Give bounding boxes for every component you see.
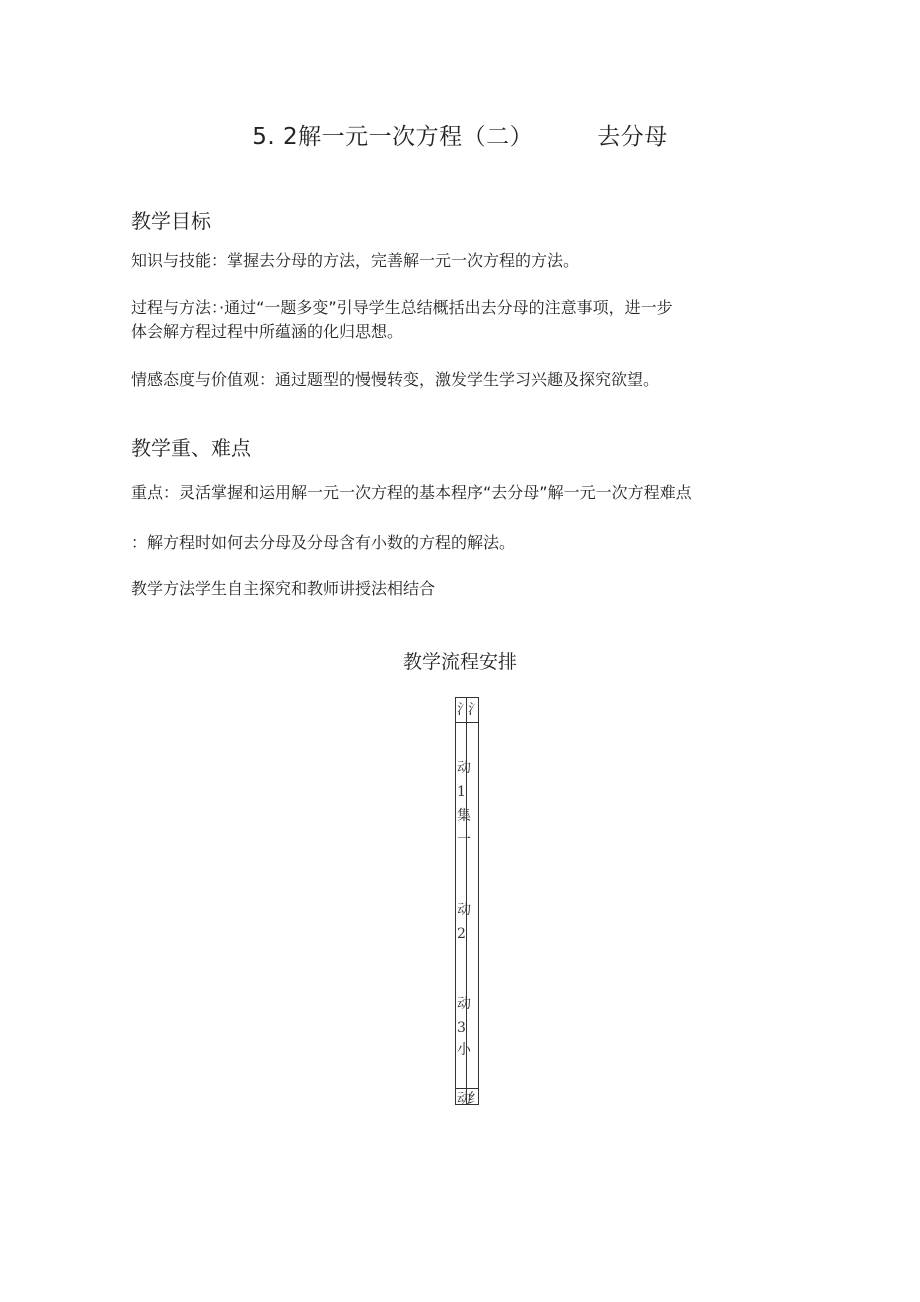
flow-table	[455, 697, 482, 1107]
key-points-heading: 教学重、难点	[131, 436, 251, 460]
table-header-cell: 氵	[457, 702, 471, 718]
objective-emotion: 情感态度与价值观：通过题型的慢慢转变，激发学生学习兴趣及探究欲望。	[131, 370, 660, 389]
teaching-method: 教学方法学生自主探究和教师讲授法相结合	[131, 579, 436, 598]
table-row-1-line: 集	[457, 808, 471, 824]
table-row-divider	[456, 1088, 478, 1089]
objective-process-line1: 过程与方法：·通过“一题多变”引导学生总结概括出去分母的注意事项，进一步	[131, 298, 673, 317]
table-row-3-line: 3	[457, 1020, 466, 1036]
objective-process-line2: 体会解方程过程中所蕴涵的化归思想。	[131, 322, 404, 341]
table-row-1-line: 动	[457, 760, 471, 776]
table-row-2-line: 2	[457, 926, 466, 942]
table-row-divider	[456, 722, 478, 723]
title-sub: 去分母	[597, 124, 668, 150]
title-main: 5. 2解一元一次方程（二）	[252, 124, 534, 150]
key-point: 重点：灵活掌握和运用解一元一次方程的基本程序“去分母”解一元一次方程难点	[131, 483, 692, 502]
table-footer-cell: 动	[457, 1091, 471, 1107]
table-row-3-line: 动	[457, 996, 471, 1012]
flow-heading: 教学流程安排	[402, 651, 517, 673]
table-row-3-line: 小	[457, 1042, 471, 1058]
document-title	[0, 118, 920, 151]
table-header-cell: 氵	[468, 702, 482, 718]
difficulty-point: ：解方程时如何去分母及分母含有小数的方程的解法。	[131, 533, 516, 552]
table-row-1-line: 1	[457, 784, 466, 800]
objectives-heading: 教学目标	[131, 209, 211, 233]
table-row-2-line: 动	[457, 902, 471, 918]
table-row-1-line: 一	[457, 832, 471, 848]
table-footer-cell: 纟	[468, 1091, 482, 1107]
objective-knowledge: 知识与技能：掌握去分母的方法，完善解一元一次方程的方法。	[131, 251, 580, 270]
